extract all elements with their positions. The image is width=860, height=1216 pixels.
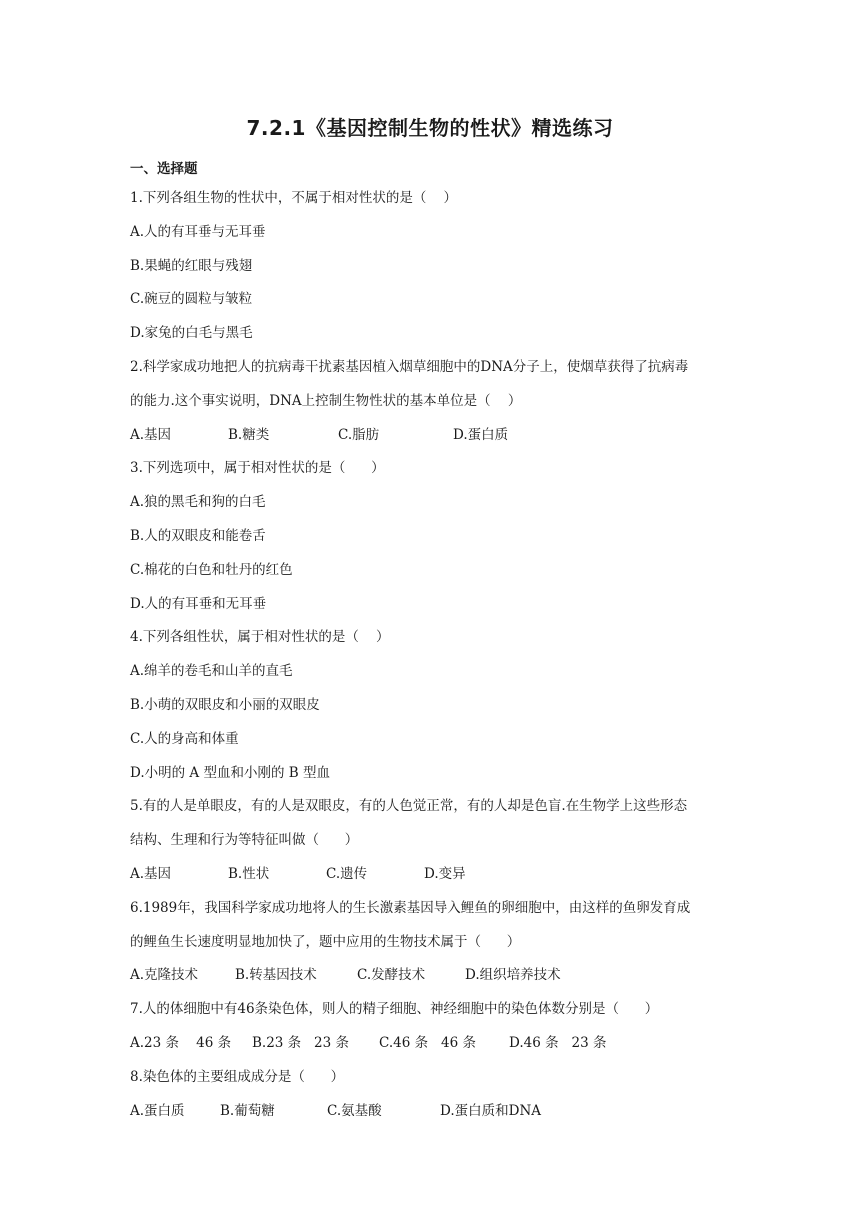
option: B.小萌的双眼皮和小丽的双眼皮 (130, 696, 320, 713)
option: A.狼的黑毛和狗的白毛 (130, 494, 266, 511)
option: C.棉花的白色和牡丹的红色 (130, 561, 293, 578)
option: C.人的身高和体重 (130, 730, 239, 747)
option: A.蛋白质 (130, 1102, 185, 1119)
document-title: 7.2.1《基因控制生物的性状》精选练习 (246, 116, 614, 140)
option: C.46 条 46 条 (379, 1034, 476, 1051)
option: D.小明的 A 型血和小刚的 B 型血 (130, 764, 330, 781)
question-stem: 2.科学家成功地把人的抗病毒干扰素基因植入烟草细胞中的DNA分子上，使烟草获得了抗病毒 (130, 358, 689, 375)
option: C.发酵技术 (357, 967, 426, 984)
question-stem: 1.下列各组生物的性状中，不属于相对性状的是（ ） (130, 190, 458, 206)
option-row (130, 421, 760, 455)
option: C.遗传 (326, 865, 368, 882)
option: A.基因 (130, 426, 172, 443)
option: C.碗豆的圆粒与皱粒 (130, 291, 253, 308)
section-heading: 一、选择题 (130, 161, 198, 177)
option: C.氨基酸 (327, 1102, 382, 1119)
option: D.人的有耳垂和无耳垂 (130, 595, 267, 612)
option: D.家兔的白毛与黑毛 (130, 325, 253, 342)
option: B.性状 (228, 865, 270, 882)
option: B.葡萄糖 (220, 1102, 275, 1119)
question-stem-cont: 的能力.这个事实说明，DNA上控制生物性状的基本单位是（ ） (130, 392, 522, 409)
option-row (130, 1097, 760, 1131)
option: B.果蝇的红眼与残翅 (130, 257, 253, 274)
question-stem: 4.下列各组性状，属于相对性状的是（ ） (130, 629, 390, 646)
option: A.绵羊的卷毛和山羊的直毛 (130, 663, 293, 680)
option: D.46 条 23 条 (509, 1034, 607, 1051)
option: D.蛋白质和DNA (440, 1102, 542, 1119)
option: D.变异 (424, 865, 466, 882)
question-stem-cont: 结构、生理和行为等特征叫做（ ） (130, 832, 359, 849)
question-stem: 3.下列选项中，属于相对性状的是（ ） (130, 460, 385, 477)
option-row (130, 860, 760, 894)
option: D.组织培养技术 (465, 967, 561, 984)
question-stem: 5.有的人是单眼皮，有的人是双眼皮，有的人色觉正常，有的人却是色盲.在生物学上这些形态 (130, 798, 688, 815)
question-stem: 8.染色体的主要组成成分是（ ） (130, 1068, 345, 1085)
option: A.人的有耳垂与无耳垂 (130, 223, 266, 240)
question-list (130, 184, 760, 1130)
option: B.23 条 23 条 (252, 1034, 350, 1051)
option: A.基因 (130, 865, 172, 882)
question-stem-cont: 的鲤鱼生长速度明显地加快了，题中应用的生物技术属于（ ） (130, 933, 521, 950)
question-stem: 6.1989年，我国科学家成功地将人的生长激素基因导入鲤鱼的卵细胞中，由这样的鱼卵发育成 (130, 899, 691, 916)
option-row (130, 961, 760, 995)
option-row (130, 1029, 760, 1063)
question-stem: 7.人的体细胞中有46条染色体，则人的精子细胞、神经细胞中的染色体数分别是（ ） (130, 1001, 659, 1018)
option: A.克隆技术 (130, 967, 199, 984)
option: B.转基因技术 (235, 967, 317, 984)
option: B.糖类 (228, 426, 270, 443)
option: D.蛋白质 (453, 426, 509, 443)
option: C.脂肪 (338, 426, 380, 443)
option: B.人的双眼皮和能卷舌 (130, 527, 266, 544)
option: A.23 条 46 条 (130, 1034, 232, 1051)
